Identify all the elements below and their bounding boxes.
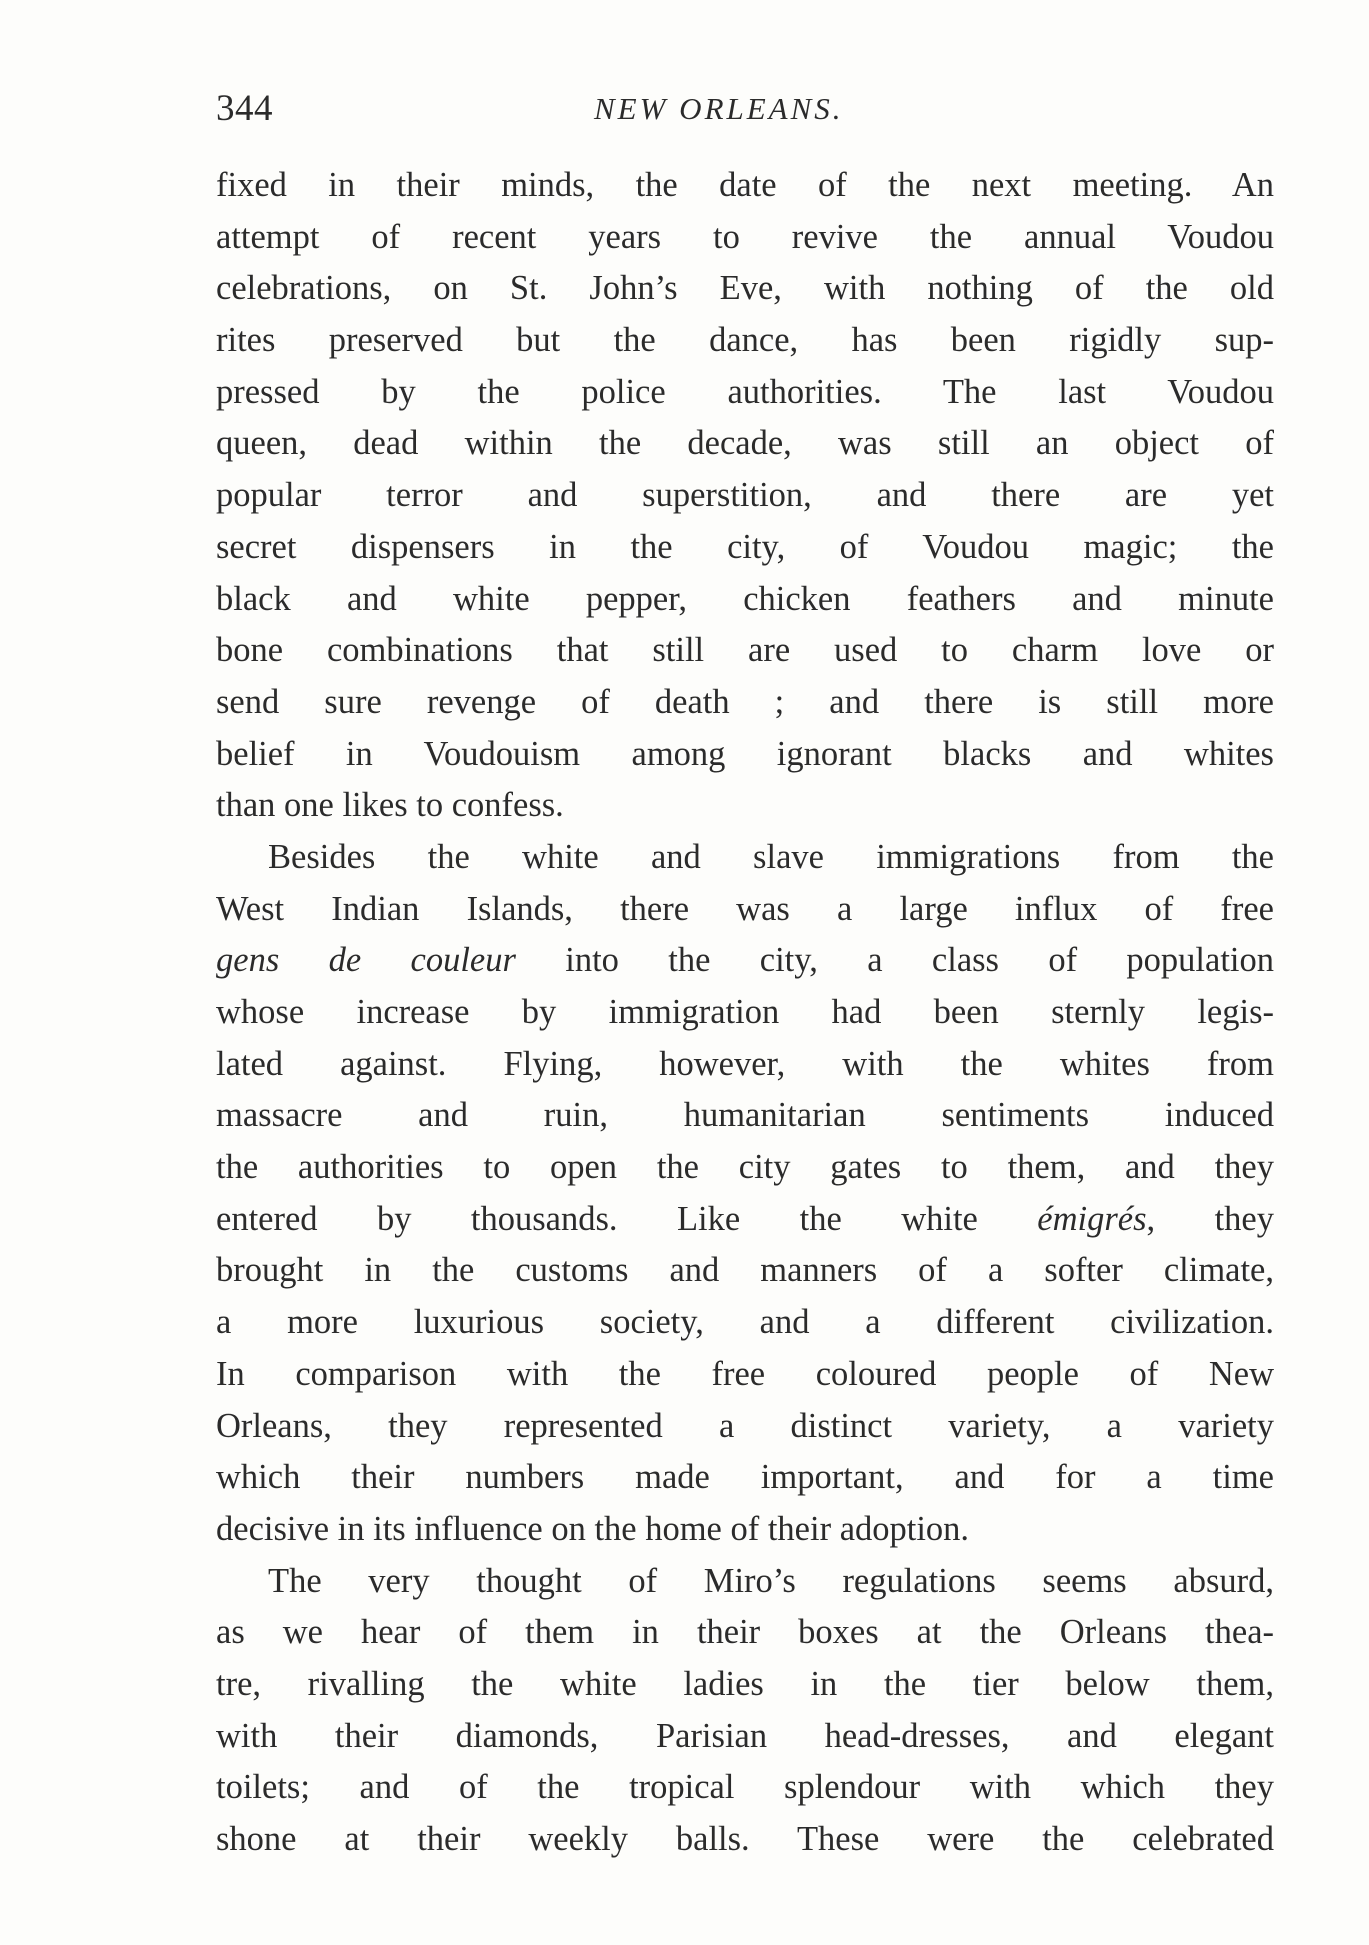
- page-number: 344: [216, 88, 273, 129]
- text-line: entered by thousands. Like the white émigrés, they: [216, 1199, 1274, 1238]
- text-line: fixed in their minds, the date of the next meeting. An: [216, 166, 1274, 204]
- text-line: West Indian Islands, there was a large influx of free: [216, 889, 1274, 928]
- text-line: tre, rivalling the white ladies in the tier below them,: [216, 1664, 1274, 1703]
- text-line: In comparison with the free coloured people of New: [216, 1354, 1274, 1393]
- text-line: gens de couleur into the city, a class of population: [216, 941, 1274, 980]
- body-text: [216, 160, 1274, 1866]
- text-line: popular terror and superstition, and there are yet: [216, 476, 1274, 515]
- paragraph-end-line: than one likes to confess.: [216, 786, 564, 825]
- page-header: [216, 84, 1274, 134]
- text-line: bone combinations that still are used to charm love or: [216, 631, 1274, 670]
- text-line: queen, dead within the decade, was still an object of: [216, 424, 1274, 463]
- text-line: pressed by the police authorities. The last Voudou: [216, 372, 1274, 411]
- text-line: as we hear of them in their boxes at the Orleans thea-: [216, 1613, 1274, 1652]
- text-line: belief in Voudouism among ignorant blacks and whites: [216, 734, 1274, 773]
- text-line: rites preserved but the dance, has been rigidly sup-: [216, 321, 1274, 360]
- paragraph-end-line: decisive in its influence on the home of their adoption.: [216, 1509, 970, 1548]
- text-line: whose increase by immigration had been sternly legis-: [216, 993, 1274, 1031]
- text-line: massacre and ruin, humanitarian sentiments induced: [216, 1096, 1274, 1135]
- paragraph-start-line: The very thought of Miro’s regulations seems absurd,: [268, 1561, 1274, 1600]
- running-title: NEW ORLEANS.: [594, 91, 844, 126]
- text-line: black and white pepper, chicken feathers and minute: [216, 579, 1274, 618]
- italic-phrase: gens de couleur: [216, 941, 516, 980]
- text-line: secret dispensers in the city, of Voudou magic; the: [216, 527, 1274, 566]
- text-line: the authorities to open the city gates to them, and they: [216, 1148, 1274, 1187]
- italic-phrase: émigrés: [1037, 1199, 1147, 1238]
- text-line: celebrations, on St. John’s Eve, with nothing of the old: [216, 269, 1274, 308]
- text-line: shone at their weekly balls. These were the celebrated: [216, 1820, 1274, 1858]
- text-line: attempt of recent years to revive the annual Voudou: [216, 217, 1274, 256]
- text-line: toilets; and of the tropical splendour with which they: [216, 1768, 1274, 1807]
- text-line: brought in the customs and manners of a softer climate,: [216, 1251, 1274, 1290]
- paragraph-start-line: Besides the white and slave immigrations from the: [268, 837, 1274, 876]
- text-line: a more luxurious society, and a different civilization.: [216, 1303, 1274, 1342]
- text-line: Orleans, they represented a distinct variety, a variety: [216, 1406, 1274, 1445]
- text-line: send sure revenge of death ; and there is still more: [216, 682, 1274, 721]
- text-line: lated against. Flying, however, with the whites from: [216, 1044, 1274, 1083]
- text-line: which their numbers made important, and for a time: [216, 1458, 1274, 1497]
- text-line: with their diamonds, Parisian head-dresses, and elegant: [216, 1716, 1274, 1755]
